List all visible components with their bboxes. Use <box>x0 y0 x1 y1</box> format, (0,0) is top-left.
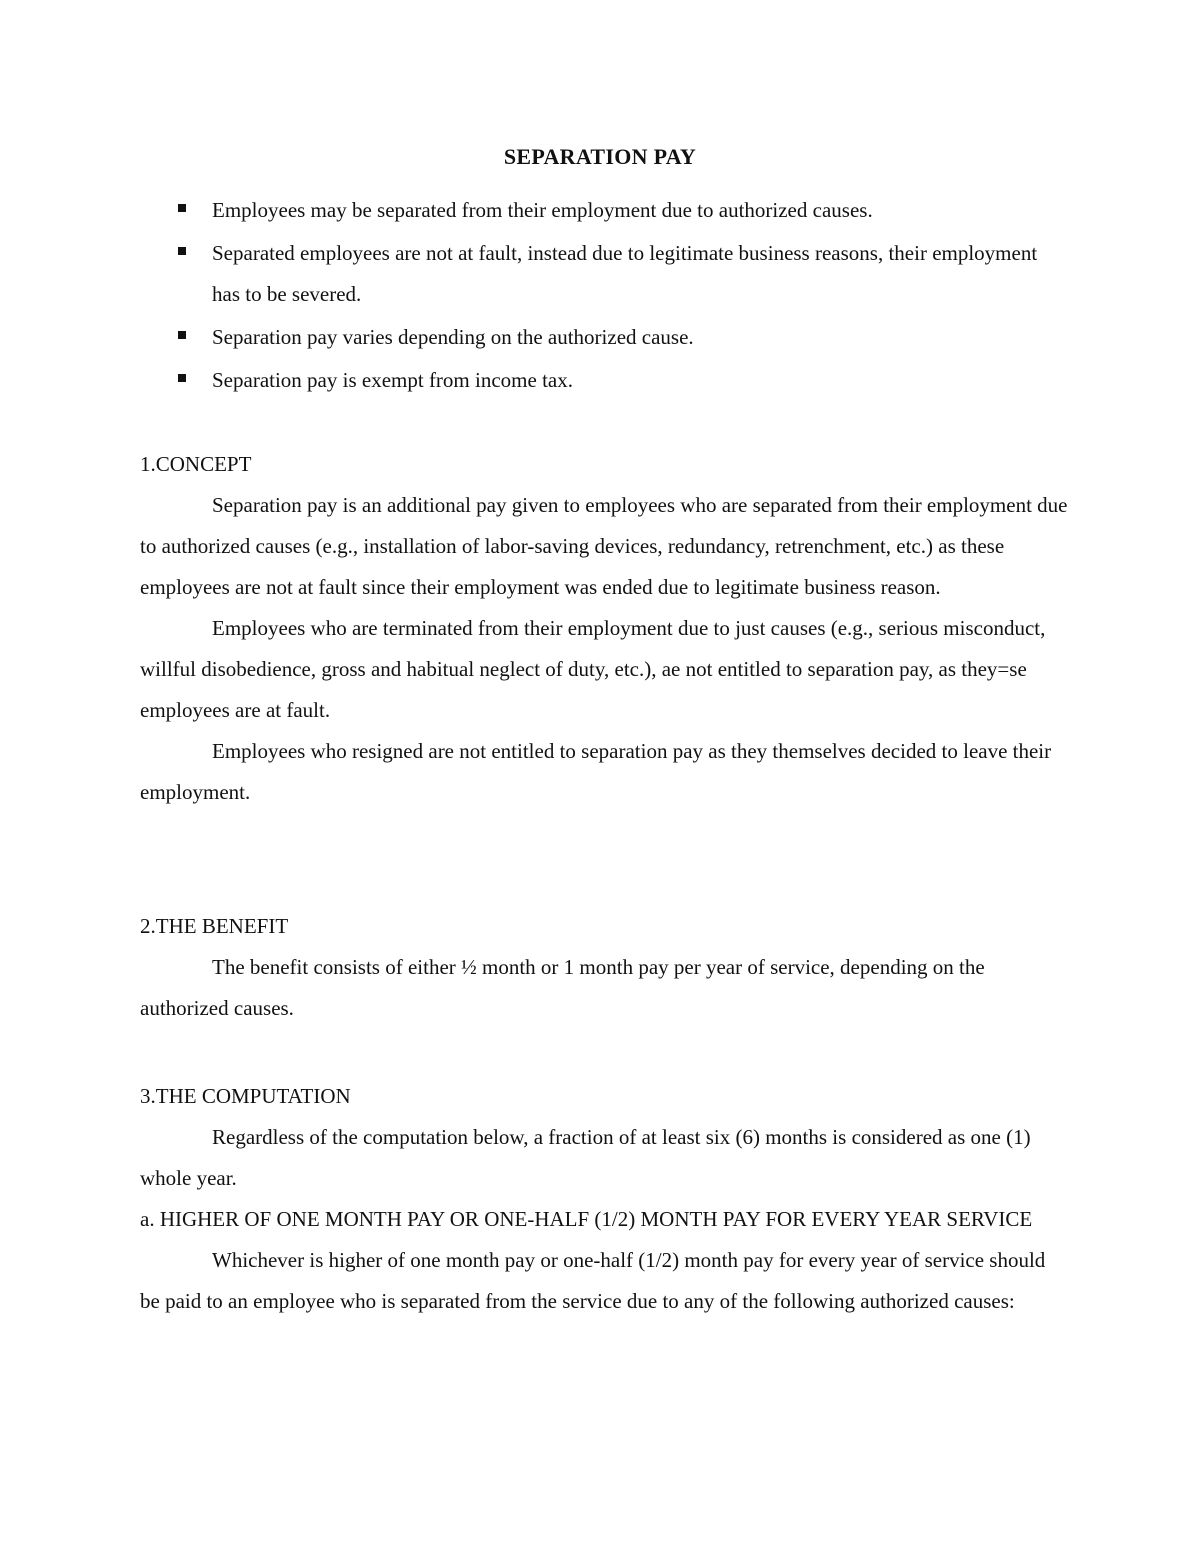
concept-paragraph: Separation pay is an additional pay given to employees who are separated from their employment due to authorized causes (e.g., installation of labor-saving devices, redundancy, retrenchment, etc.) as these employees are not at fault since their employment was ended due to legitimate business reason. <box>140 493 1068 599</box>
square-bullet-icon <box>178 374 186 382</box>
bullet-item <box>140 190 1070 231</box>
summary-bullet-list <box>140 190 1070 403</box>
concept-section <box>140 444 1070 813</box>
benefit-section <box>140 906 1070 1029</box>
section-heading-concept: 1.CONCEPT <box>140 452 252 476</box>
benefit-paragraph: The benefit consists of either ½ month or 1 month pay per year of service, depending on the authorized causes. <box>140 955 985 1020</box>
square-bullet-icon <box>178 204 186 212</box>
bullet-text: Employees may be separated from their employment due to authorized causes. <box>212 198 873 222</box>
section-heading-benefit: 2.THE BENEFIT <box>140 914 289 938</box>
concept-paragraph: Employees who are terminated from their employment due to just causes (e.g., serious misconduct, willful disobedience, gross and habitual neglect of duty, etc.), ae not entitled to separation pay, as they=se employees are at fault. <box>140 616 1046 722</box>
computation-section <box>140 1076 1070 1322</box>
document-title: SEPARATION PAY <box>503 144 697 169</box>
bullet-item <box>140 233 1070 315</box>
bullet-item <box>140 360 1070 401</box>
computation-subheading: a. HIGHER OF ONE MONTH PAY OR ONE-HALF (1/2) MONTH PAY FOR EVERY YEAR SERVICE <box>140 1207 1033 1231</box>
computation-body: Whichever is higher of one month pay or one-half (1/2) month pay for every year of service should be paid to an employee who is separated from the service due to any of the following authorized causes: <box>140 1248 1046 1313</box>
square-bullet-icon <box>178 331 186 339</box>
concept-paragraph: Employees who resigned are not entitled to separation pay as they themselves decided to leave their employment. <box>140 739 1052 804</box>
bullet-text: Separation pay is exempt from income tax. <box>212 368 573 392</box>
bullet-text: Separated employees are not at fault, instead due to legitimate business reasons, their employment has to be severed. <box>212 241 1038 306</box>
computation-intro: Regardless of the computation below, a fraction of at least six (6) months is considered as one (1) whole year. <box>140 1125 1031 1190</box>
section-heading-computation: 3.THE COMPUTATION <box>140 1084 351 1108</box>
square-bullet-icon <box>178 247 186 255</box>
bullet-text: Separation pay varies depending on the authorized cause. <box>212 325 694 349</box>
bullet-item <box>140 317 1070 358</box>
